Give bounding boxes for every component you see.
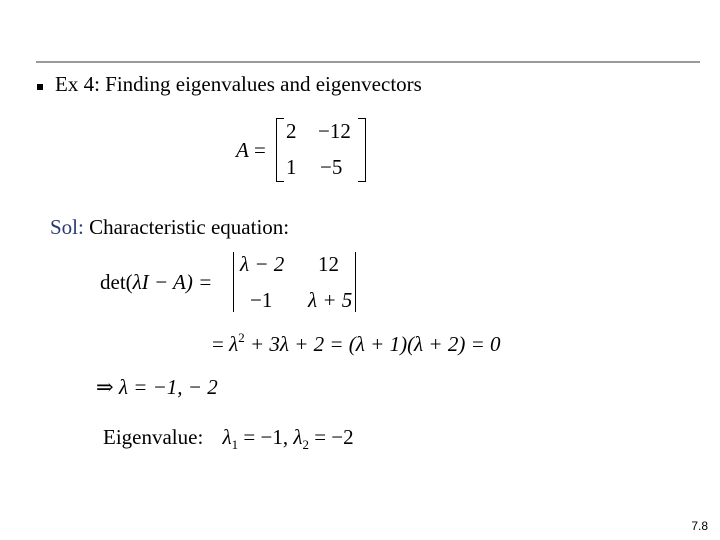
matrix-cell: 1 bbox=[286, 155, 297, 179]
title-rule bbox=[36, 61, 700, 63]
implies-icon: ⇒ bbox=[96, 375, 114, 399]
matrix-cell: −12 bbox=[318, 119, 351, 143]
matrix-cell: 2 bbox=[286, 119, 297, 143]
solution-heading-line bbox=[50, 215, 289, 240]
det-lhs bbox=[100, 270, 212, 295]
lambda1-value: = −1, bbox=[238, 425, 294, 449]
matrix-equals: = bbox=[254, 138, 266, 162]
lambda2-symbol: λ bbox=[293, 425, 303, 449]
roots-text: λ = −1, − 2 bbox=[113, 375, 218, 399]
matrix-right-bracket bbox=[358, 118, 366, 182]
lambda2-value: = −2 bbox=[308, 425, 354, 449]
determinant-left-bar bbox=[233, 252, 234, 312]
sol-label: Sol: bbox=[50, 215, 84, 239]
det-lambda: λ bbox=[132, 270, 142, 294]
det-suffix: I − A) = bbox=[141, 270, 213, 294]
page-number: 7.8 bbox=[691, 519, 708, 533]
expand-prefix: = bbox=[212, 332, 230, 356]
expand-exponent: 2 bbox=[238, 330, 245, 345]
det-prefix: det( bbox=[100, 270, 133, 294]
expand-lambda: λ bbox=[229, 332, 239, 356]
det-cell: λ + 5 bbox=[308, 288, 353, 312]
expand-rest: + 3λ + 2 = (λ + 1)(λ + 2) = 0 bbox=[244, 332, 501, 356]
eigenvalue-label: Eigenvalue: bbox=[103, 425, 204, 449]
bullet-icon bbox=[37, 84, 43, 90]
slide-title: Ex 4: Finding eigenvalues and eigenvectors bbox=[55, 72, 422, 96]
det-cell: λ − 2 bbox=[240, 252, 285, 276]
characteristic-equation-heading: Characteristic equation: bbox=[89, 215, 290, 239]
lambda2-subscript: 2 bbox=[302, 437, 309, 452]
matrix-cell: −5 bbox=[320, 155, 343, 179]
det-cell: 12 bbox=[318, 252, 339, 276]
matrix-left-bracket bbox=[276, 118, 284, 182]
det-cell: −1 bbox=[250, 288, 273, 312]
lambda1-subscript: 1 bbox=[231, 437, 239, 452]
characteristic-polynomial bbox=[212, 330, 501, 357]
eigenvalue-line bbox=[103, 425, 354, 453]
matrix-name: A bbox=[236, 138, 249, 162]
determinant-right-bar bbox=[355, 252, 356, 312]
lambda1-symbol: λ bbox=[222, 425, 232, 449]
roots-line bbox=[96, 375, 218, 400]
